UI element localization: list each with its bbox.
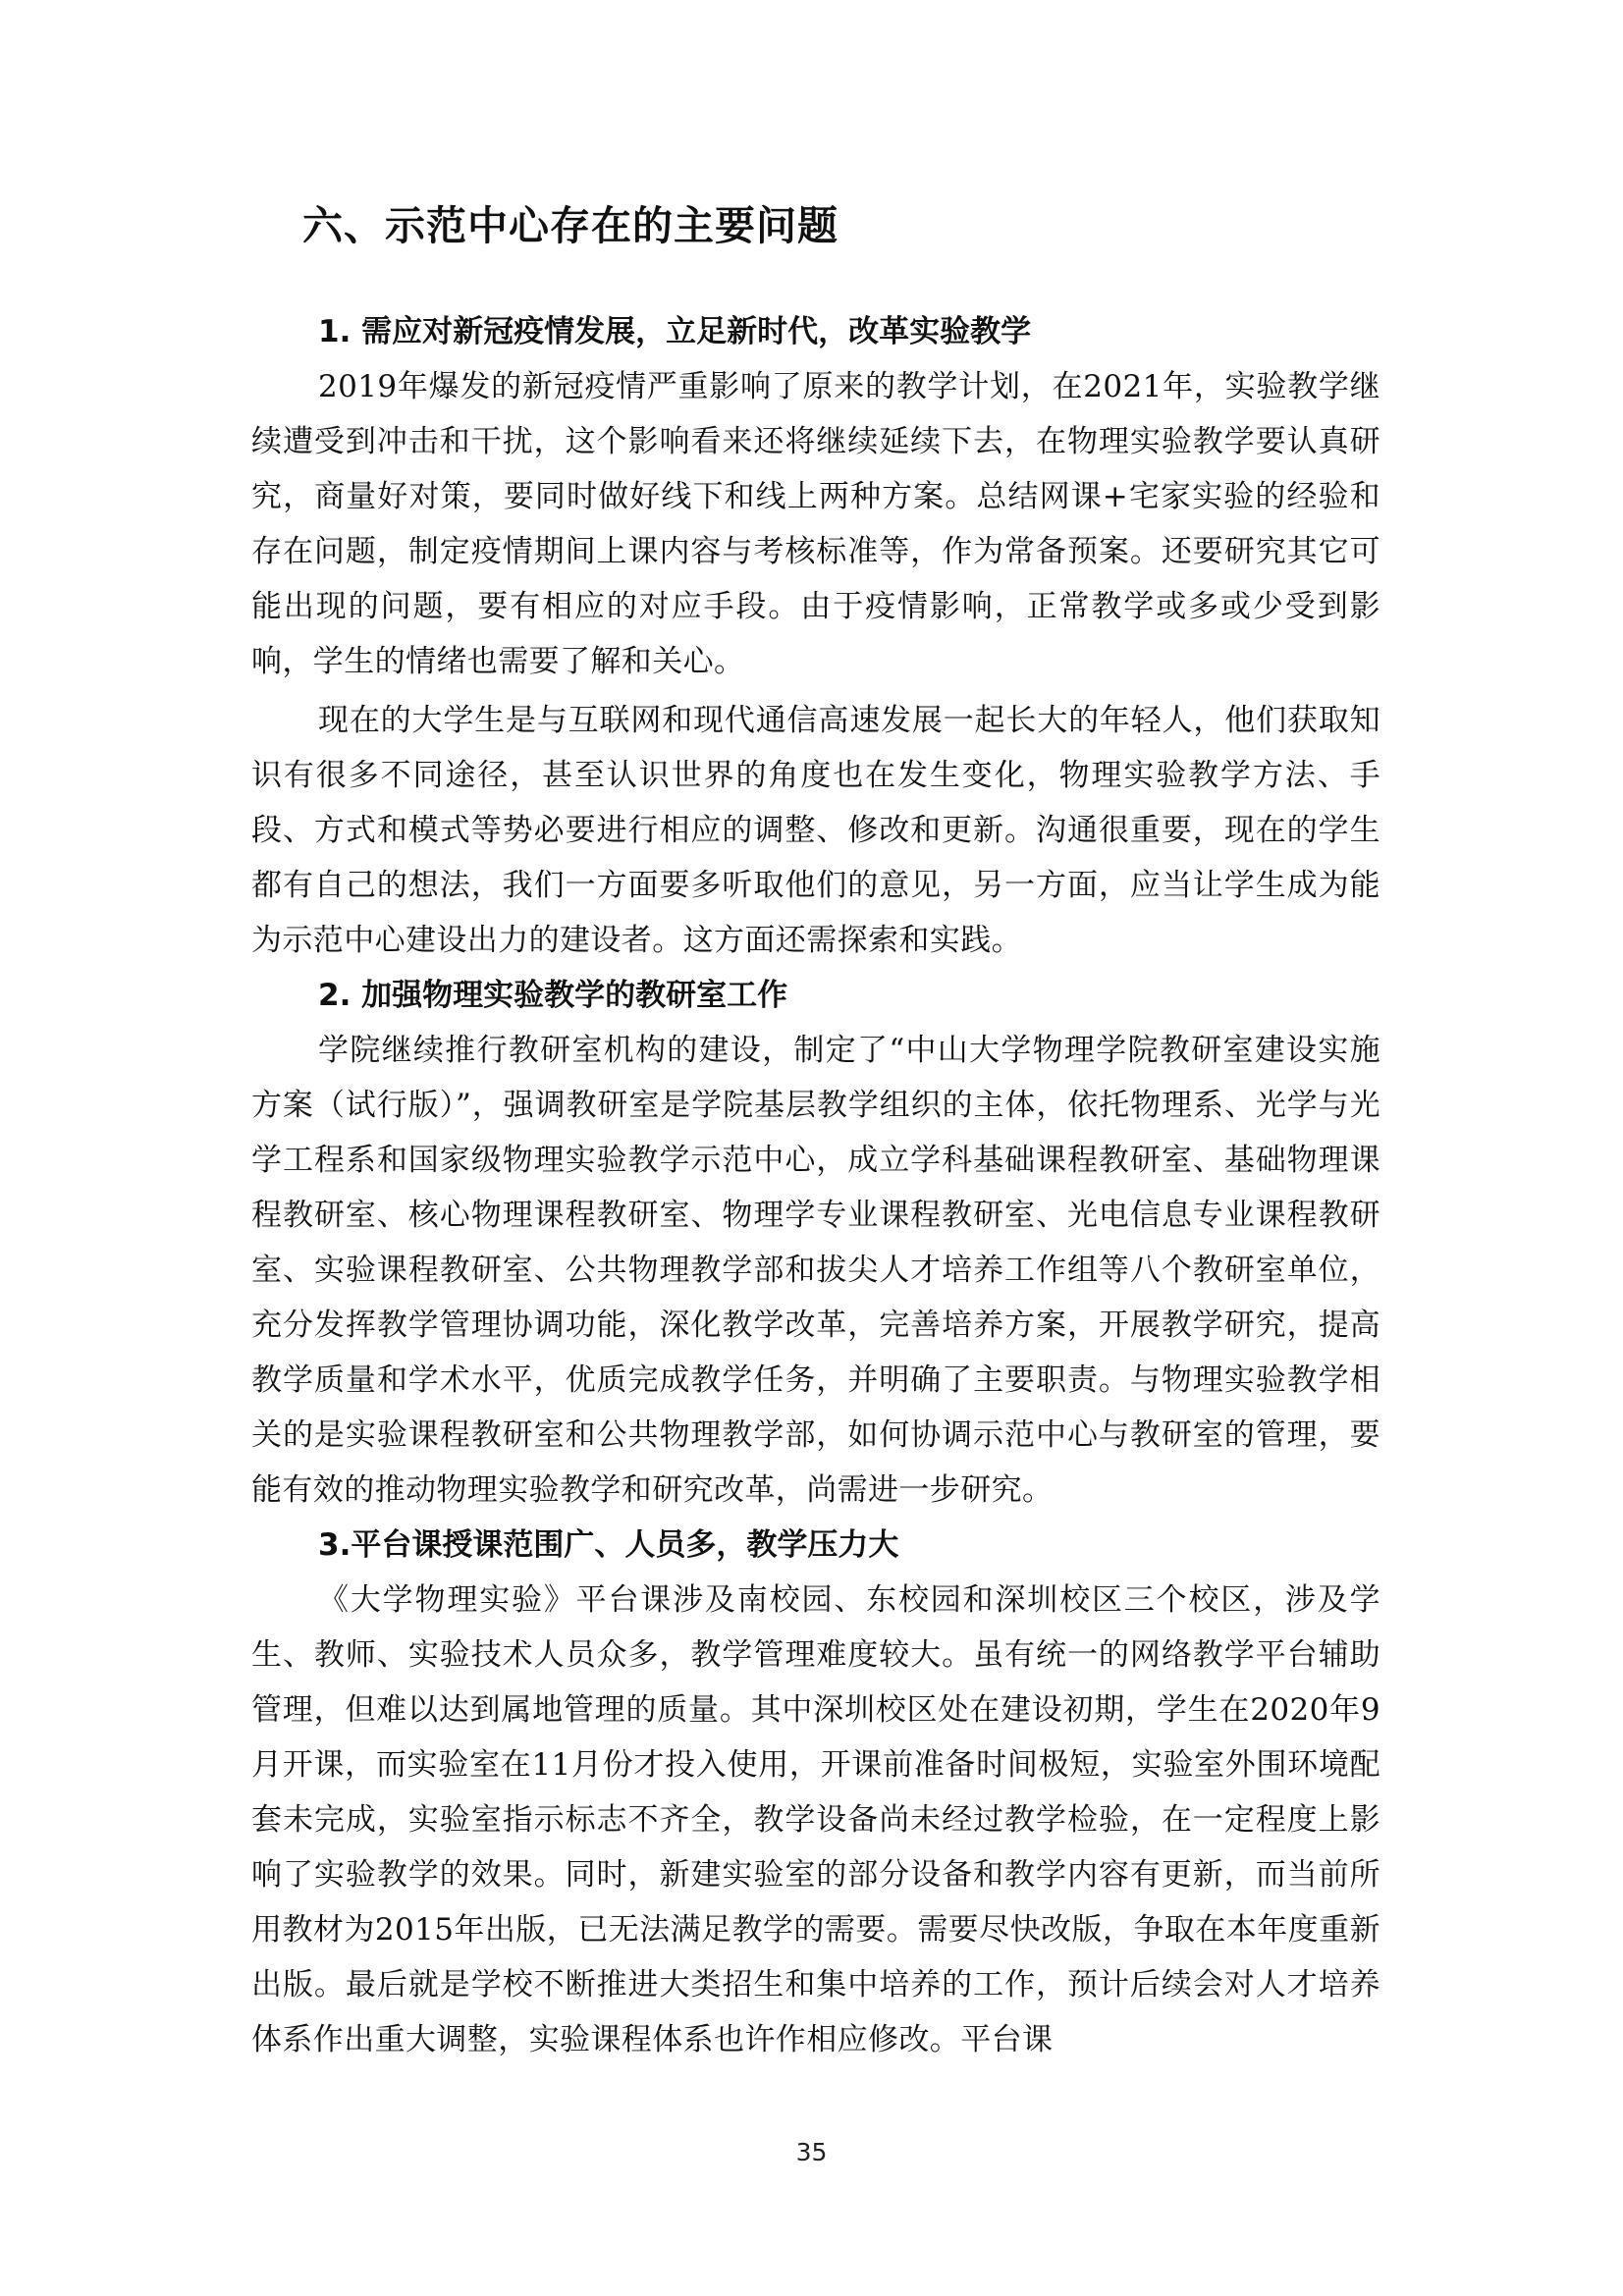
subsection-heading-2: 2. 加强物理实验教学的教研室工作 [318, 978, 788, 1013]
paragraph-3-1: 《大学物理实验》平台课涉及南校园、东校园和深圳校区三个校区，涉及学生、教师、实验技术人员众多，教学管理难度较大。虽有统一的网络教学平台辅助管理，但难以达到属地管理的质量。其中深圳校区处在建设初期，学生在2020年9月开课，而实验室在11月份才投入使用，开课前准备时间极短，实验室外围环境配套未完成，实验室指示标志不齐全，教学设备尚未经过教学检验，在一定程度上影响了实验教学的效果。同时，新建实验室的部分设备和教学内容有更新，而当前所用教材为2015年出版，已无法满足教学的需要。需要尽快改版，争取在本年度重新出版。最后就是学校不断推进大类招生和集中培养的工作，预计后续会对人才培养体系作出重大调整，实验课程体系也许作相应修改。平台课 [251, 1582, 1380, 2057]
subsection-3 [251, 1518, 1380, 2067]
paragraph-1-1: 2019年爆发的新冠疫情严重影响了原来的教学计划，在2021年，实验教学继续遭受到冲击和干扰，这个影响看来还将继续延续下去，在物理实验教学要认真研究，商量好对策，要同时做好线下和线上两种方案。总结网课+宅家实验的经验和存在问题，制定疫情期间上课内容与考核标准等，作为常备预案。还要研究其它可能出现的问题，要有相应的对应手段。由于疫情影响，正常教学或多或少受到影响，学生的情绪也需要了解和关心。 [251, 369, 1380, 679]
paragraph-1-2: 现在的大学生是与互联网和现代通信高速发展一起长大的年轻人，他们获取知识有很多不同途径，甚至认识世界的角度也在发生变化，物理实验教学方法、手段、方式和模式等势必要进行相应的调整、修改和更新。沟通很重要，现在的学生都有自己的想法，我们一方面要多听取他们的意见，另一方面，应当让学生成为能为示范中心建设出力的建设者。这方面还需探索和实践。 [251, 703, 1380, 958]
subsection-1 [251, 304, 1380, 968]
paragraph-2-1: 学院继续推行教研室机构的建设，制定了“中山大学物理学院教研室建设实施方案（试行版）”，强调教研室是学院基层教学组织的主体，依托物理系、光学与光学工程系和国家级物理实验教学示范中心，成立学科基础课程教研室、基础物理课程教研室、核心物理课程教研室、物理学专业课程教研室、光电信息专业课程教研室、实验课程教研室、公共物理教学部和拔尖人才培养工作组等八个教研室单位，充分发挥教学管理协调功能，深化教学改革，完善培养方案，开展教学研究，提高教学质量和学术水平，优质完成教学任务，并明确了主要职责。与物理实验教学相关的是实验课程教研室和公共物理教学部，如何协调示范中心与教研室的管理，要能有效的推动物理实验教学和研究改革，尚需进一步研究。 [251, 1033, 1380, 1508]
section-title: 六、示范中心存在的主要问题 [302, 202, 839, 249]
page-number: 35 [795, 2138, 828, 2166]
subsection-heading-3: 3.平台课授课范围广、人员多，教学压力大 [318, 1527, 899, 1563]
page-content [251, 196, 1380, 2067]
subsection-2 [251, 968, 1380, 1518]
subsection-heading-1: 1. 需应对新冠疫情发展，立足新时代，改革实验教学 [318, 314, 1032, 349]
